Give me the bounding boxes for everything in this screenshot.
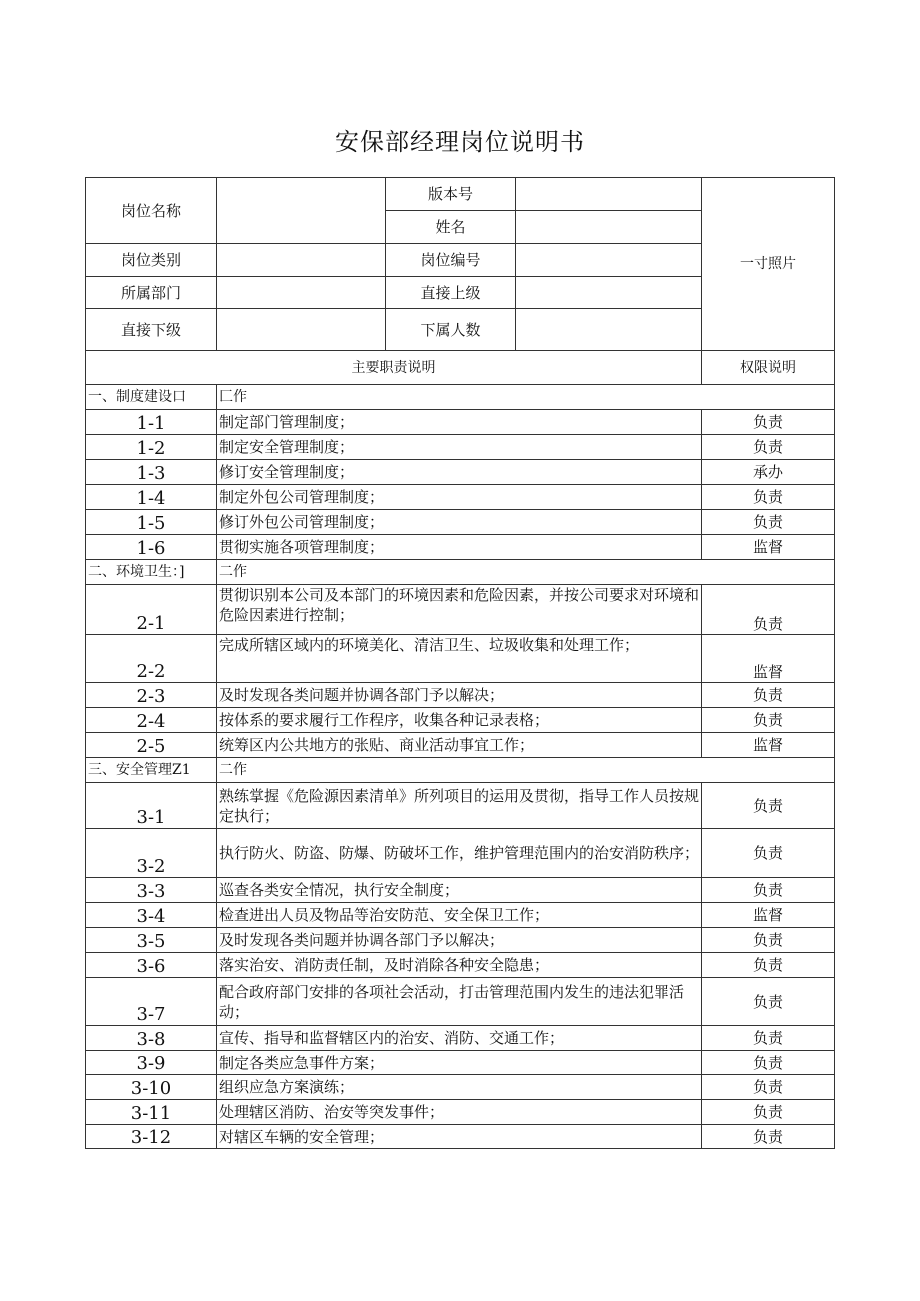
position-name-label: 岗位名称 [86, 178, 217, 244]
item-text: 及时发现各类问题并协调各部门予以解决； [217, 928, 702, 953]
item-number: 3-2 [86, 829, 217, 878]
item-authority: 负责 [702, 1026, 835, 1051]
item-number: 2-2 [86, 635, 217, 683]
headcount-value [516, 309, 702, 351]
job-description-table [85, 177, 835, 1149]
item-authority: 负责 [702, 829, 835, 878]
authority-header: 权限说明 [702, 351, 835, 385]
item-number: 1-4 [86, 485, 217, 510]
version-value [516, 178, 702, 211]
item-text: 熟练掌握《危险源因素清单》所列项目的运用及贯彻，指导工作人员按规定执行； [217, 783, 702, 829]
item-number: 3-9 [86, 1051, 217, 1075]
name-label: 姓名 [386, 211, 516, 244]
name-value [516, 211, 702, 244]
photo-placeholder: 一寸照片 [702, 178, 835, 351]
item-text: 统筹区内公共地方的张贴、商业活动事宜工作； [217, 733, 702, 758]
headcount-label: 下属人数 [386, 309, 516, 351]
item-authority: 负责 [702, 978, 835, 1026]
item-authority: 监督 [702, 635, 835, 683]
item-text: 落实治安、消防责任制，及时消除各种安全隐患； [217, 953, 702, 978]
code-value [516, 244, 702, 277]
item-text: 修订安全管理制度； [217, 460, 702, 485]
item-text: 按体系的要求履行工作程序，收集各种记录表格； [217, 708, 702, 733]
position-name-value [217, 178, 386, 244]
dept-value [217, 277, 386, 309]
item-text: 贯彻识别本公司及本部门的环境因素和危险因素，并按公司要求对环境和危险因素进行控制； [217, 585, 702, 635]
item-authority: 负责 [702, 683, 835, 708]
category-value [217, 244, 386, 277]
item-authority: 负责 [702, 878, 835, 903]
superior-value [516, 277, 702, 309]
item-text: 制定各类应急事件方案； [217, 1051, 702, 1075]
section-subtitle: 二作 [217, 758, 835, 783]
item-text: 对辖区车辆的安全管理； [217, 1125, 702, 1149]
item-text: 修订外包公司管理制度； [217, 510, 702, 535]
item-text: 检查进出人员及物品等治安防范、安全保卫工作； [217, 903, 702, 928]
section-title: 二、环境卫生：] [86, 560, 217, 585]
item-text: 巡查各类安全情况，执行安全制度； [217, 878, 702, 903]
duties-header: 主要职责说明 [86, 351, 702, 385]
item-number: 2-5 [86, 733, 217, 758]
item-authority: 监督 [702, 903, 835, 928]
item-authority: 负责 [702, 1051, 835, 1075]
item-number: 3-10 [86, 1075, 217, 1100]
item-number: 3-3 [86, 878, 217, 903]
item-authority: 监督 [702, 535, 835, 560]
item-authority: 负责 [702, 928, 835, 953]
subordinate-value [217, 309, 386, 351]
item-number: 3-6 [86, 953, 217, 978]
section-title: 三、安全管理Z1 [86, 758, 217, 783]
item-number: 2-4 [86, 708, 217, 733]
item-text: 贯彻实施各项管理制度； [217, 535, 702, 560]
item-text: 宣传、指导和监督辖区内的治安、消防、交通工作； [217, 1026, 702, 1051]
category-label: 岗位类别 [86, 244, 217, 277]
subordinate-label: 直接下级 [86, 309, 217, 351]
item-number: 1-5 [86, 510, 217, 535]
item-text: 及时发现各类问题并协调各部门予以解决； [217, 683, 702, 708]
item-authority: 负责 [702, 585, 835, 635]
item-authority: 负责 [702, 783, 835, 829]
dept-label: 所属部门 [86, 277, 217, 309]
item-authority: 负责 [702, 510, 835, 535]
item-number: 3-7 [86, 978, 217, 1026]
item-number: 1-1 [86, 410, 217, 435]
item-authority: 负责 [702, 708, 835, 733]
item-authority: 负责 [702, 1075, 835, 1100]
item-authority: 承办 [702, 460, 835, 485]
item-number: 3-1 [86, 783, 217, 829]
item-text: 制定安全管理制度； [217, 435, 702, 460]
version-label: 版本号 [386, 178, 516, 211]
item-authority: 负责 [702, 1125, 835, 1149]
section-subtitle: 匚作 [217, 385, 835, 410]
item-authority: 负责 [702, 1100, 835, 1125]
item-text: 制定部门管理制度； [217, 410, 702, 435]
item-number: 1-3 [86, 460, 217, 485]
item-number: 3-12 [86, 1125, 217, 1149]
code-label: 岗位编号 [386, 244, 516, 277]
item-authority: 负责 [702, 410, 835, 435]
item-number: 3-11 [86, 1100, 217, 1125]
item-number: 2-3 [86, 683, 217, 708]
item-text: 完成所辖区域内的环境美化、清洁卫生、垃圾收集和处理工作； [217, 635, 702, 683]
item-number: 3-8 [86, 1026, 217, 1051]
item-authority: 监督 [702, 733, 835, 758]
item-text: 配合政府部门安排的各项社会活动，打击管理范围内发生的违法犯罪活动； [217, 978, 702, 1026]
superior-label: 直接上级 [386, 277, 516, 309]
item-authority: 负责 [702, 435, 835, 460]
section-subtitle: 二作 [217, 560, 835, 585]
item-number: 3-5 [86, 928, 217, 953]
section-title: 一、制度建设口 [86, 385, 217, 410]
item-number: 1-2 [86, 435, 217, 460]
item-text: 处理辖区消防、治安等突发事件； [217, 1100, 702, 1125]
item-number: 1-6 [86, 535, 217, 560]
item-text: 制定外包公司管理制度； [217, 485, 702, 510]
item-authority: 负责 [702, 485, 835, 510]
item-text: 执行防火、防盗、防爆、防破坏工作，维护管理范围内的治安消防秩序； [217, 829, 702, 878]
item-number: 2-1 [86, 585, 217, 635]
item-number: 3-4 [86, 903, 217, 928]
item-text: 组织应急方案演练； [217, 1075, 702, 1100]
page-title: 安保部经理岗位说明书 [335, 128, 585, 156]
item-authority: 负责 [702, 953, 835, 978]
